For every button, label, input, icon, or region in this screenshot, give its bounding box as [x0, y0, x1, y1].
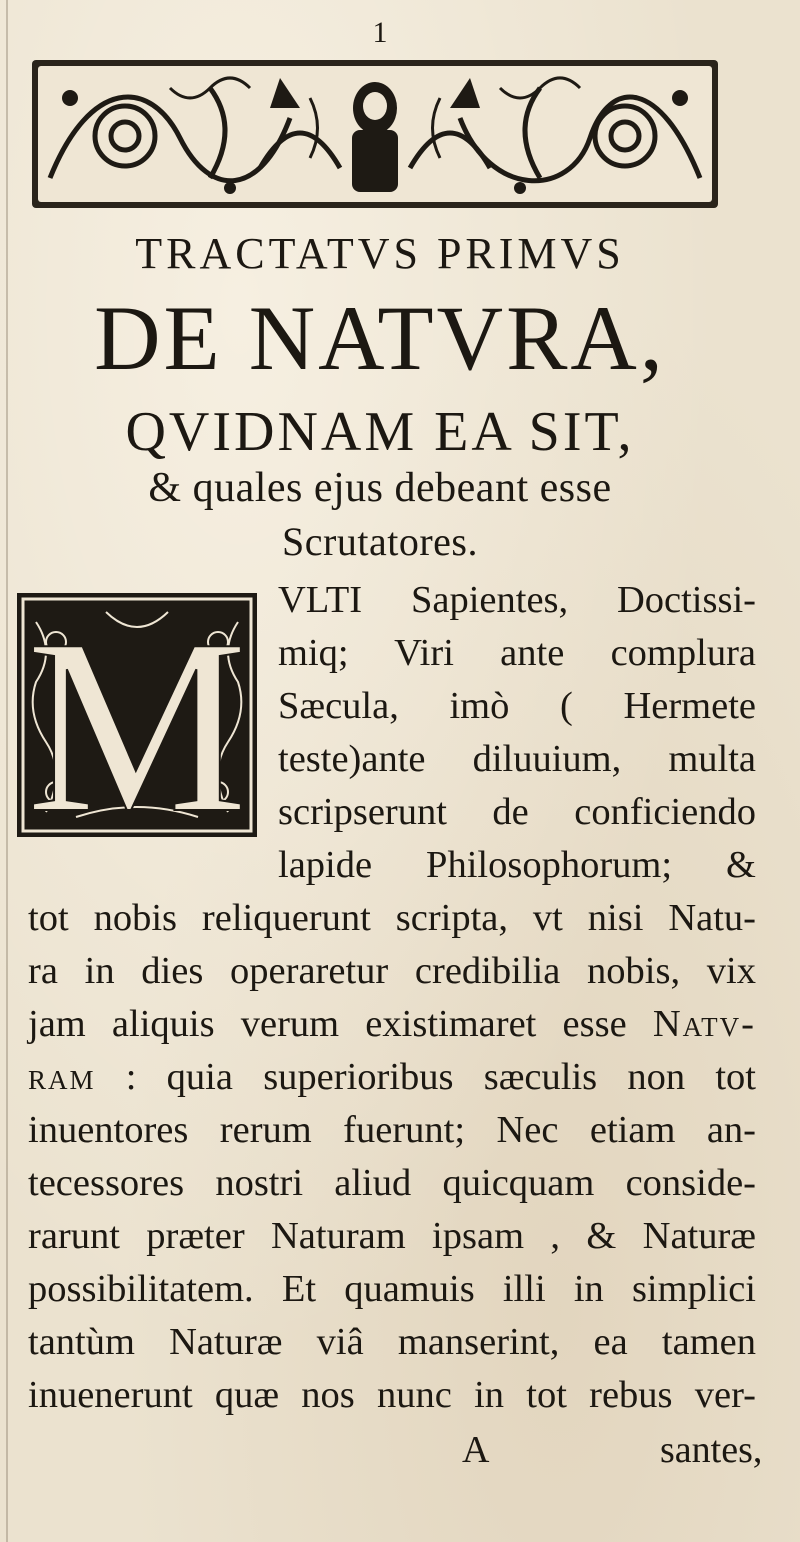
body-line-7: tot nobis reliquerunt scripta, vt nisi Natu- [28, 897, 756, 939]
body-line-15: tantùm Naturæ viâ manserint, ea tamen [28, 1321, 756, 1363]
body-line-13: rarunt præter Naturam ipsam , & Naturæ [28, 1215, 756, 1257]
subtitle: QVIDNAM EA SIT, [125, 401, 635, 463]
page-number: 1 [372, 16, 388, 49]
body-line-8: ra in dies operaretur credibilia nobis, vix [28, 950, 756, 992]
small-caps-word: ram [28, 1056, 96, 1098]
body-text: jam aliquis verum existimaret esse [28, 1003, 627, 1045]
body-line-14: possibilitatem. Et quamuis illi in simplici [28, 1268, 756, 1310]
treatise-heading: TRACTATVS PRIMVS [135, 229, 625, 278]
catchword: santes, [660, 1429, 763, 1471]
body-line-4: teste)ante diluuium, multa [278, 738, 756, 780]
main-title: DE NATVRA, [94, 287, 666, 389]
body-text: : quia superioribus sæculis non tot [125, 1056, 756, 1098]
ornamental-headpiece [30, 58, 720, 210]
body-line-6: lapide Philosophorum; & [278, 844, 756, 886]
body-line-10 [28, 1055, 756, 1099]
body-line-9 [28, 1002, 756, 1046]
small-caps-word: Natv- [652, 1003, 756, 1045]
subtitle-line-3: Scrutatores. [282, 519, 478, 564]
body-line-16: inuenerunt quæ nos nunc in tot rebus ver- [28, 1374, 756, 1416]
body-line-5: scripserunt de conficiendo [278, 791, 756, 833]
body-line-12: tecessores nostri aliud quicquam conside- [28, 1162, 756, 1204]
body-line-11: inuentores rerum fuerunt; Nec etiam an- [28, 1109, 756, 1151]
body-line-1: VLTI Sapientes, Doctissi- [278, 579, 756, 621]
body-line-3: Sæcula, imò ( Hermete [278, 685, 756, 727]
subtitle-line-2: & quales ejus debeant esse [148, 465, 612, 511]
signature-mark: A [462, 1429, 490, 1471]
body-line-2: miq; Viri ante complura [278, 632, 756, 674]
initial-letter: M [25, 592, 249, 838]
decorated-initial [16, 592, 258, 838]
